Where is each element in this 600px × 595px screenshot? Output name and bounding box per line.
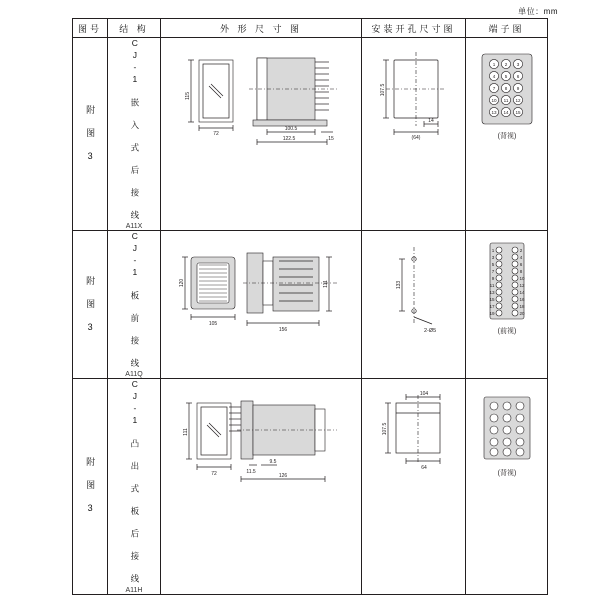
dim-100-5: 100.5 [284, 126, 298, 132]
svg-text:3: 3 [516, 62, 520, 67]
figure-no-label: 附 图 3 [85, 105, 96, 163]
dim-126: 126 [278, 473, 288, 479]
svg-text:4: 4 [492, 74, 496, 79]
svg-text:15: 15 [489, 297, 495, 302]
dim-107-5b: 107.5 [382, 422, 388, 436]
svg-text:12: 12 [519, 283, 525, 288]
outline-drawing-3 [161, 379, 361, 594]
mounting-drawing-2 [362, 231, 465, 378]
dim-107-5: 107.5 [380, 83, 386, 97]
svg-text:11: 11 [489, 283, 495, 288]
cell-mounting-drawing [362, 38, 466, 231]
cell-structure [108, 231, 161, 379]
dim-156: 156 [278, 327, 288, 333]
svg-text:9: 9 [516, 86, 520, 91]
dim-9-5: 9.5 [269, 459, 277, 465]
dim-11-5: 11.5 [246, 469, 256, 475]
svg-text:18: 18 [519, 304, 525, 309]
cell-figure-no [73, 379, 108, 595]
table-row [73, 38, 548, 231]
svg-text:5: 5 [491, 262, 495, 267]
structure-code: A11Q [125, 371, 143, 378]
svg-text:1: 1 [491, 248, 495, 253]
structure-label: CJ-1 凸 出 式 板 后 接 线 [129, 379, 140, 585]
dim-72: 72 [213, 131, 219, 137]
figure-no-label: 附 图 3 [85, 275, 96, 334]
header-term: 端子图 [466, 19, 548, 38]
svg-text:10: 10 [491, 98, 497, 103]
cell-terminal-diagram [466, 379, 548, 595]
terminal-caption-1: (背视) [497, 133, 517, 140]
svg-text:11: 11 [503, 98, 509, 103]
cell-figure-no [73, 231, 108, 379]
terminal-diagram-1 [466, 38, 547, 230]
svg-text:20: 20 [519, 311, 525, 316]
table-body [73, 38, 548, 595]
structure-code: A11H [125, 586, 143, 594]
svg-text:2: 2 [504, 62, 508, 67]
svg-text:16: 16 [519, 297, 525, 302]
header-mount: 安装开孔尺寸图 [362, 19, 466, 38]
svg-text:14: 14 [503, 110, 509, 115]
dim-104: 104 [419, 391, 429, 397]
structure-code: A11X [125, 223, 143, 230]
cell-mounting-drawing [362, 379, 466, 595]
table-header-row [73, 19, 548, 38]
svg-text:8: 8 [504, 86, 508, 91]
svg-text:8: 8 [519, 269, 523, 274]
svg-text:1: 1 [492, 62, 496, 67]
svg-text:13: 13 [489, 290, 495, 295]
svg-text:3: 3 [491, 255, 495, 260]
svg-text:14: 14 [519, 290, 525, 295]
structure-label: CJ-1 嵌 入 式 后 接 线 [129, 38, 140, 221]
dim-111b: 111 [183, 428, 189, 436]
dim-64: (64) [411, 135, 421, 141]
table-row [73, 379, 548, 595]
cell-structure [108, 379, 161, 595]
cell-structure [108, 38, 161, 231]
unit-note: 单位：mm [518, 7, 558, 16]
cell-outline-drawing [161, 38, 362, 231]
outline-drawing-1 [161, 38, 361, 230]
mounting-drawing-1 [362, 38, 465, 230]
svg-text:7: 7 [491, 269, 495, 274]
header-outline: 外 形 尺 寸 图 [161, 19, 362, 38]
table-row [73, 231, 548, 379]
svg-text:13: 13 [491, 110, 497, 115]
cell-mounting-drawing [362, 231, 466, 379]
dim-2-phi-5: 2-Ø5 [424, 328, 437, 334]
specification-table [72, 18, 548, 595]
dim-122-5: 122.5 [282, 136, 296, 142]
svg-text:9: 9 [491, 276, 495, 281]
svg-text:5: 5 [504, 74, 508, 79]
svg-text:4: 4 [519, 255, 523, 260]
cell-terminal-diagram [466, 231, 548, 379]
svg-text:6: 6 [516, 74, 520, 79]
svg-text:6: 6 [519, 262, 523, 267]
terminal-diagram-3 [466, 379, 547, 594]
dim-105: 105 [208, 321, 218, 327]
cell-outline-drawing [161, 379, 362, 595]
cell-figure-no [73, 38, 108, 231]
svg-text:19: 19 [489, 311, 495, 316]
cell-terminal-diagram [466, 38, 548, 231]
structure-label: CJ-1 板 前 接 线 [129, 231, 140, 369]
svg-text:17: 17 [489, 304, 495, 309]
dim-120: 120 [179, 278, 185, 288]
dim-133: 133 [396, 280, 402, 290]
dim-111: 111 [323, 280, 329, 288]
table-header [73, 19, 548, 38]
terminal-caption-3: (背视) [497, 470, 517, 477]
terminal-caption-2: (前视) [497, 328, 517, 335]
terminal-diagram-2 [466, 231, 547, 378]
header-struct: 结 构 [108, 19, 161, 38]
svg-text:10: 10 [519, 276, 525, 281]
dim-115: 115 [185, 92, 191, 100]
svg-text:12: 12 [515, 98, 521, 103]
svg-text:7: 7 [492, 86, 496, 91]
dim-64b: 64 [421, 465, 427, 471]
cell-outline-drawing [161, 231, 362, 379]
dim-15: 15 [328, 136, 334, 142]
outline-drawing-2 [161, 231, 361, 378]
header-no: 图号 [73, 19, 108, 38]
svg-text:2: 2 [519, 248, 523, 253]
svg-text:15: 15 [515, 110, 521, 115]
dim-14: 14 [428, 118, 434, 124]
mounting-drawing-3 [362, 379, 465, 594]
figure-no-label: 附 图 3 [85, 457, 96, 516]
dim-72b: 72 [211, 471, 217, 477]
